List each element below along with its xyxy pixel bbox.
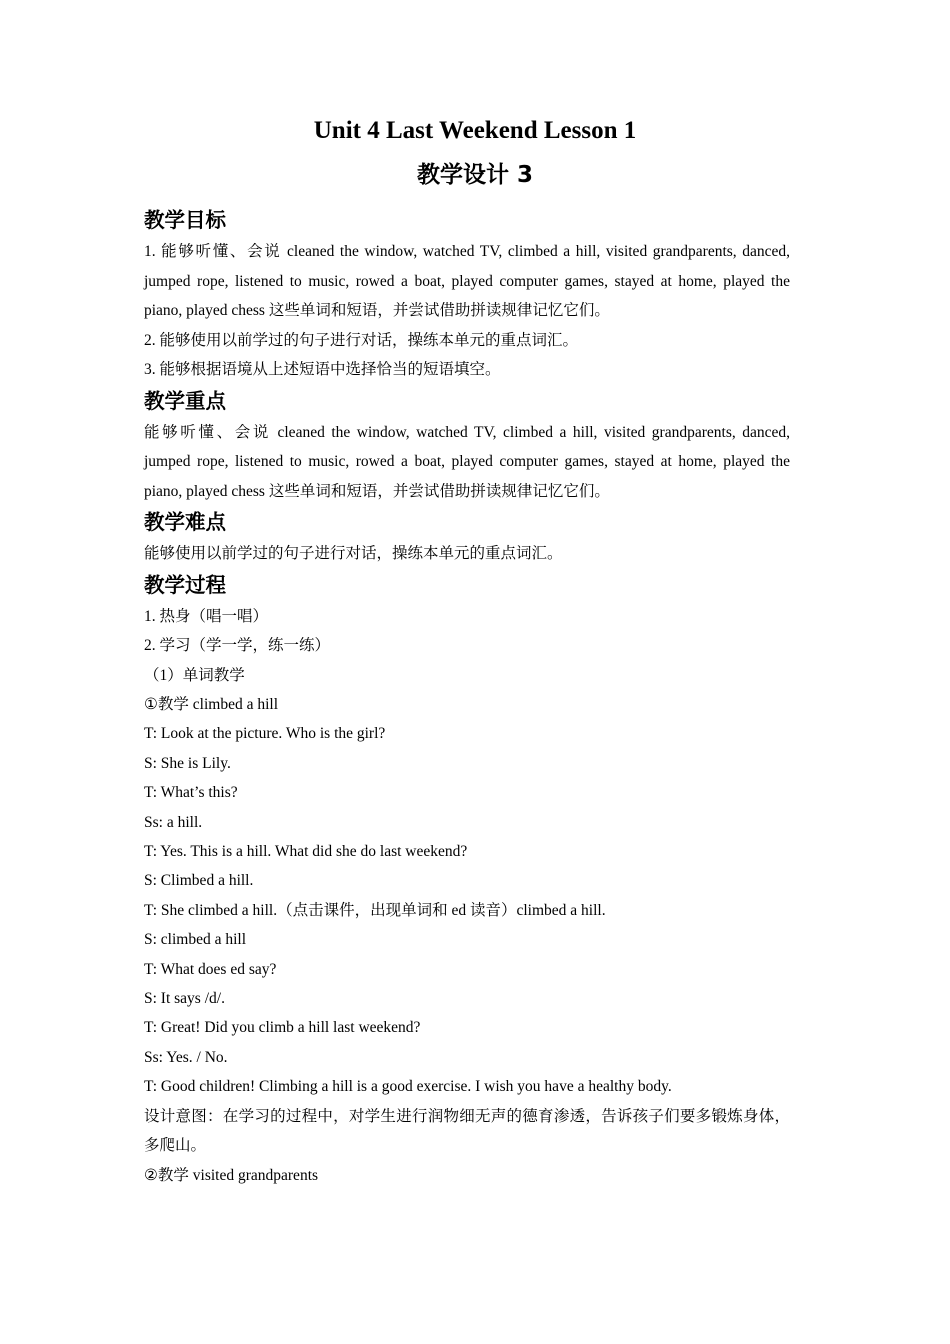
dialogue-line: T: What’s this?: [144, 784, 238, 802]
dialogue-line: S: climbed a hill: [144, 931, 247, 949]
dialogue-line: S: She is Lily.: [144, 754, 231, 772]
design-intent: 设计意图：在学习的过程中，对学生进行润物细无声的德育渗透，告诉孩子们要多锻炼身体，多爬山。: [144, 1107, 790, 1155]
dialogue-line: T: Look at the picture. Who is the girl?: [144, 725, 386, 743]
dialogue-line: T: She climbed a hill.（点击课件，出现单词和 ed 读音）climbed a hill.: [144, 901, 606, 919]
objective-item: 1. 能够听懂、会说 cleaned the window, watched TV, climbed a hill, visited grandparents, danced, jumped rope, listened to music, rowed a boat, played computer games, stayed at home, played the piano, played chess 这些单词和短语，并尝试借助拼读规律记忆它们。: [144, 243, 790, 320]
section-heading-difficulties: 教学难点: [144, 510, 226, 535]
dialogue-line: T: What does ed say?: [144, 960, 277, 978]
difficulties-text: 能够使用以前学过的句子进行对话，操练本单元的重点词汇。: [144, 545, 563, 563]
objective-item: 3. 能够根据语境从上述短语中选择恰当的短语填空。: [144, 361, 501, 379]
section-heading-key-points: 教学重点: [144, 388, 226, 413]
dialogue-line: T: Good children! Climbing a hill is a good exercise. I wish you have a healthy body.: [144, 1078, 672, 1096]
dialogue-line: Ss: a hill.: [144, 813, 203, 831]
process-line: （1）单词教学: [144, 666, 245, 684]
process-line: ①教学 climbed a hill: [144, 696, 278, 713]
dialogue-line: T: Yes. This is a hill. What did she do last weekend?: [144, 843, 468, 861]
document-subtitle: 教学设计 3: [416, 162, 533, 188]
document-title: Unit 4 Last Weekend Lesson 1: [313, 117, 637, 144]
dialogue-line: S: It says /d/.: [144, 990, 225, 1008]
key-points-text: 能够听懂、会说 cleaned the window, watched TV, climbed a hill, visited grandparents, danced, jumped rope, listened to music, rowed a boat, played computer games, stayed at home, played the piano, played chess 这些单词和短语，并尝试借助拼读规律记忆它们。: [144, 423, 790, 500]
dialogue-line: Ss: Yes. / No.: [144, 1048, 228, 1066]
objective-item: 2. 能够使用以前学过的句子进行对话，操练本单元的重点词汇。: [144, 331, 579, 349]
document-body: [144, 204, 790, 1190]
process-line: 2. 学习（学一学，练一练）: [144, 637, 331, 655]
section-heading-objectives: 教学目标: [144, 208, 226, 232]
process-line: ②教学 visited grandparents: [144, 1166, 319, 1184]
dialogue-line: T: Great! Did you climb a hill last weekend?: [144, 1019, 421, 1037]
dialogue-line: S: Climbed a hill.: [144, 872, 254, 890]
section-heading-process: 教学过程: [144, 572, 226, 597]
process-line: 1. 热身（唱一唱）: [144, 607, 269, 625]
